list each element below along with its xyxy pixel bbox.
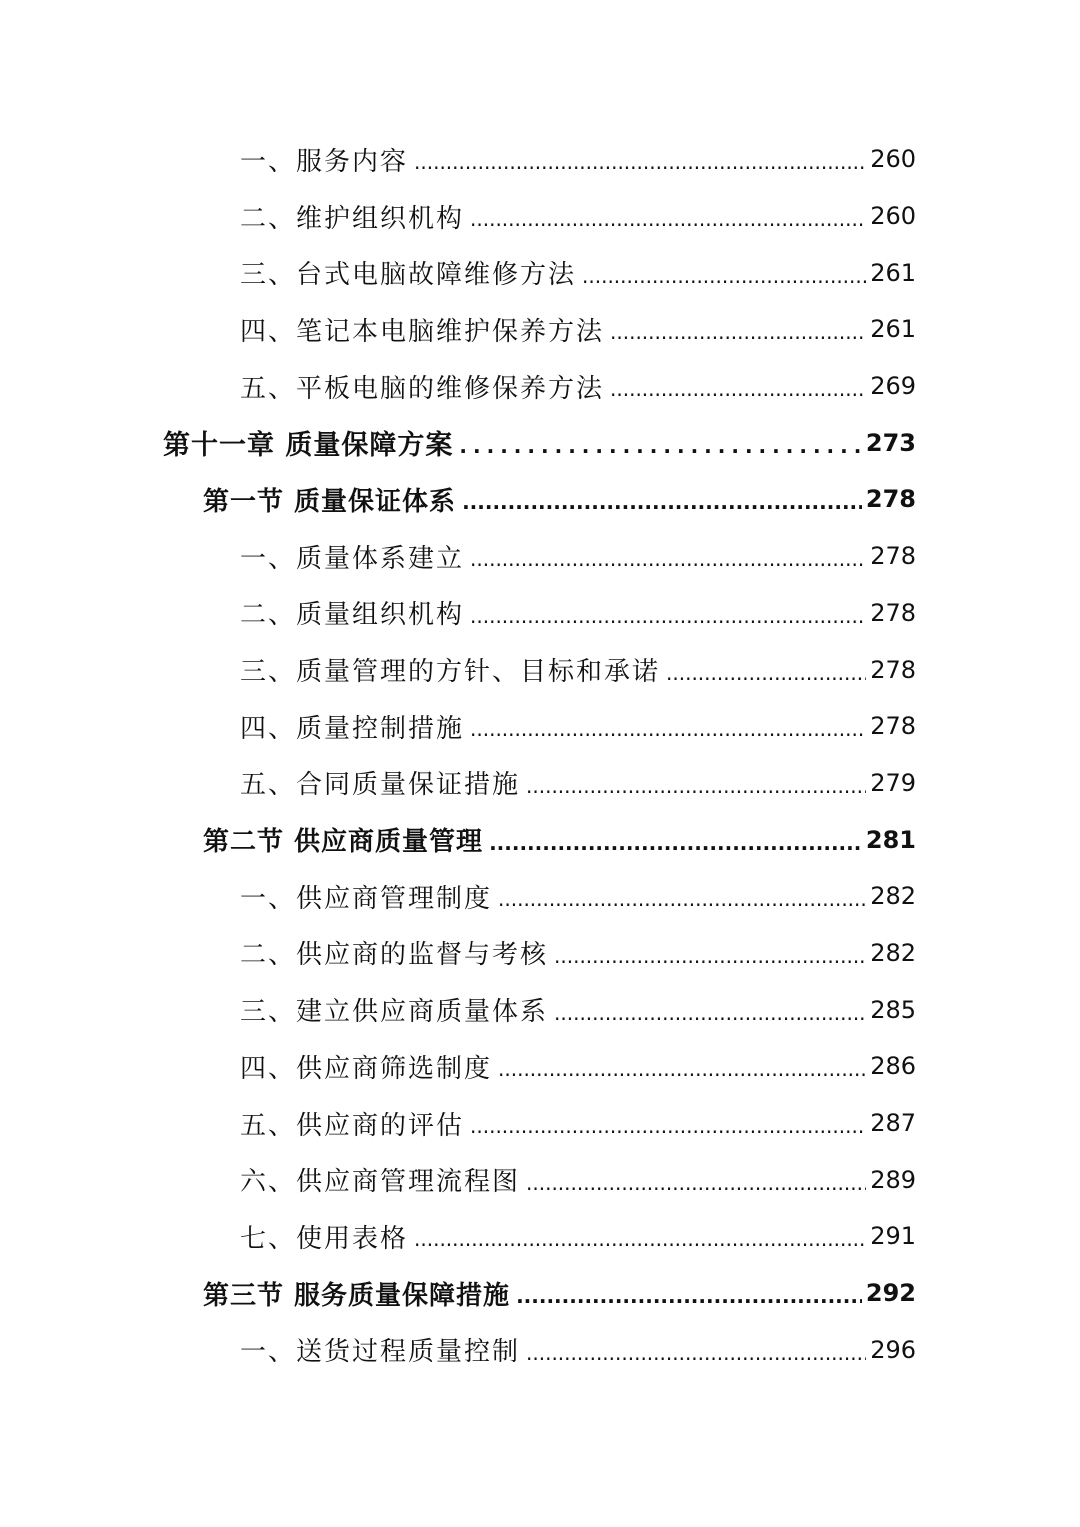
toc-section-entry[interactable] (0, 811, 1080, 868)
toc-entry[interactable] (0, 755, 1080, 812)
toc-entry[interactable] (0, 188, 1080, 245)
toc-entry[interactable] (0, 358, 1080, 415)
toc-entry[interactable] (0, 641, 1080, 698)
dot-leader (554, 946, 866, 966)
toc-entry-title: 一、供应商管理制度 (240, 883, 493, 914)
toc-entry-title: 一、送货过程质量控制 (240, 1337, 521, 1368)
toc-entry-page: 292 (865, 1279, 916, 1308)
toc-entry[interactable] (0, 1095, 1080, 1152)
toc-entry[interactable] (0, 1321, 1080, 1378)
toc-entry-page: 260 (870, 202, 916, 231)
toc-entry-title: 五、合同质量保证措施 (240, 770, 521, 801)
toc-entry-page: 282 (870, 882, 916, 911)
dot-leader (498, 1059, 866, 1079)
toc-entry[interactable] (0, 528, 1080, 585)
toc-entry-title: 一、质量体系建立 (240, 543, 465, 574)
toc-entry-title: 三、建立供应商质量体系 (240, 997, 549, 1028)
dot-leader (526, 1173, 866, 1193)
toc-entry-page: 260 (870, 145, 916, 174)
toc-entry-title: 第一节 质量保证体系 (203, 486, 457, 517)
toc-entry-title: 一、服务内容 (240, 146, 409, 177)
toc-entry[interactable] (0, 1208, 1080, 1265)
toc-entry-title: 三、台式电脑故障维修方法 (240, 260, 577, 291)
toc-entry-page: 273 (865, 428, 916, 457)
toc-entry[interactable] (0, 1151, 1080, 1208)
toc-entry-title: 二、供应商的监督与考核 (240, 940, 549, 971)
toc-entry[interactable] (0, 868, 1080, 925)
toc-entry-page: 278 (870, 598, 916, 627)
dot-leader (554, 1003, 866, 1023)
toc-entry[interactable] (0, 1038, 1080, 1095)
toc-entry-page: 278 (865, 485, 916, 514)
table-of-contents (0, 131, 1080, 1378)
dot-leader (610, 322, 866, 342)
toc-entry-page: 278 (870, 542, 916, 571)
dot-leader (470, 719, 866, 739)
dot-leader (414, 152, 866, 172)
toc-entry-page: 261 (870, 315, 916, 344)
toc-entry-title: 四、质量控制措施 (240, 713, 465, 744)
toc-entry-title: 七、使用表格 (240, 1223, 409, 1254)
toc-entry-title: 五、平板电脑的维修保养方法 (240, 373, 605, 404)
toc-entry-title: 三、质量管理的方针、目标和承诺 (240, 657, 661, 688)
dot-leader (470, 549, 866, 569)
toc-section-entry[interactable] (0, 1265, 1080, 1322)
dot-leader (459, 436, 861, 456)
toc-section-entry[interactable] (0, 471, 1080, 528)
toc-entry-page: 291 (870, 1222, 916, 1251)
toc-entry-title: 五、供应商的评估 (240, 1110, 465, 1141)
dot-leader (470, 209, 866, 229)
toc-entry-page: 286 (870, 1052, 916, 1081)
toc-entry[interactable] (0, 244, 1080, 301)
toc-chapter-entry[interactable] (0, 414, 1080, 471)
toc-entry-title: 四、笔记本电脑维护保养方法 (240, 316, 605, 347)
dot-leader (414, 1229, 866, 1249)
toc-entry[interactable] (0, 981, 1080, 1038)
toc-entry-page: 269 (870, 372, 916, 401)
toc-entry-title: 四、供应商筛选制度 (240, 1053, 493, 1084)
toc-entry-page: 281 (865, 825, 916, 854)
toc-entry-title: 第十一章 质量保障方案 (163, 430, 454, 462)
toc-entry-title: 第三节 服务质量保障措施 (203, 1280, 511, 1311)
toc-entry[interactable] (0, 131, 1080, 188)
toc-entry-title: 六、供应商管理流程图 (240, 1167, 521, 1198)
dot-leader (462, 492, 862, 512)
toc-entry-page: 278 (870, 712, 916, 741)
dot-leader (526, 1343, 866, 1363)
toc-entry-page: 282 (870, 938, 916, 967)
toc-entry[interactable] (0, 698, 1080, 755)
toc-entry-page: 296 (870, 1335, 916, 1364)
toc-entry-page: 287 (870, 1109, 916, 1138)
dot-leader (498, 889, 866, 909)
dot-leader (489, 833, 862, 853)
toc-entry[interactable] (0, 301, 1080, 358)
dot-leader (610, 379, 866, 399)
dot-leader (470, 1116, 866, 1136)
dot-leader (666, 663, 866, 683)
dot-leader (526, 776, 866, 796)
toc-entry-title: 二、维护组织机构 (240, 203, 465, 234)
dot-leader (516, 1286, 862, 1306)
toc-entry[interactable] (0, 585, 1080, 642)
toc-entry-page: 289 (870, 1165, 916, 1194)
toc-entry-title: 第二节 供应商质量管理 (203, 827, 484, 858)
toc-entry-page: 261 (870, 258, 916, 287)
toc-entry-page: 279 (870, 768, 916, 797)
dot-leader (582, 266, 866, 286)
toc-entry[interactable] (0, 925, 1080, 982)
toc-entry-title: 二、质量组织机构 (240, 600, 465, 631)
toc-entry-page: 278 (870, 655, 916, 684)
toc-entry-page: 285 (870, 995, 916, 1024)
dot-leader (470, 606, 866, 626)
